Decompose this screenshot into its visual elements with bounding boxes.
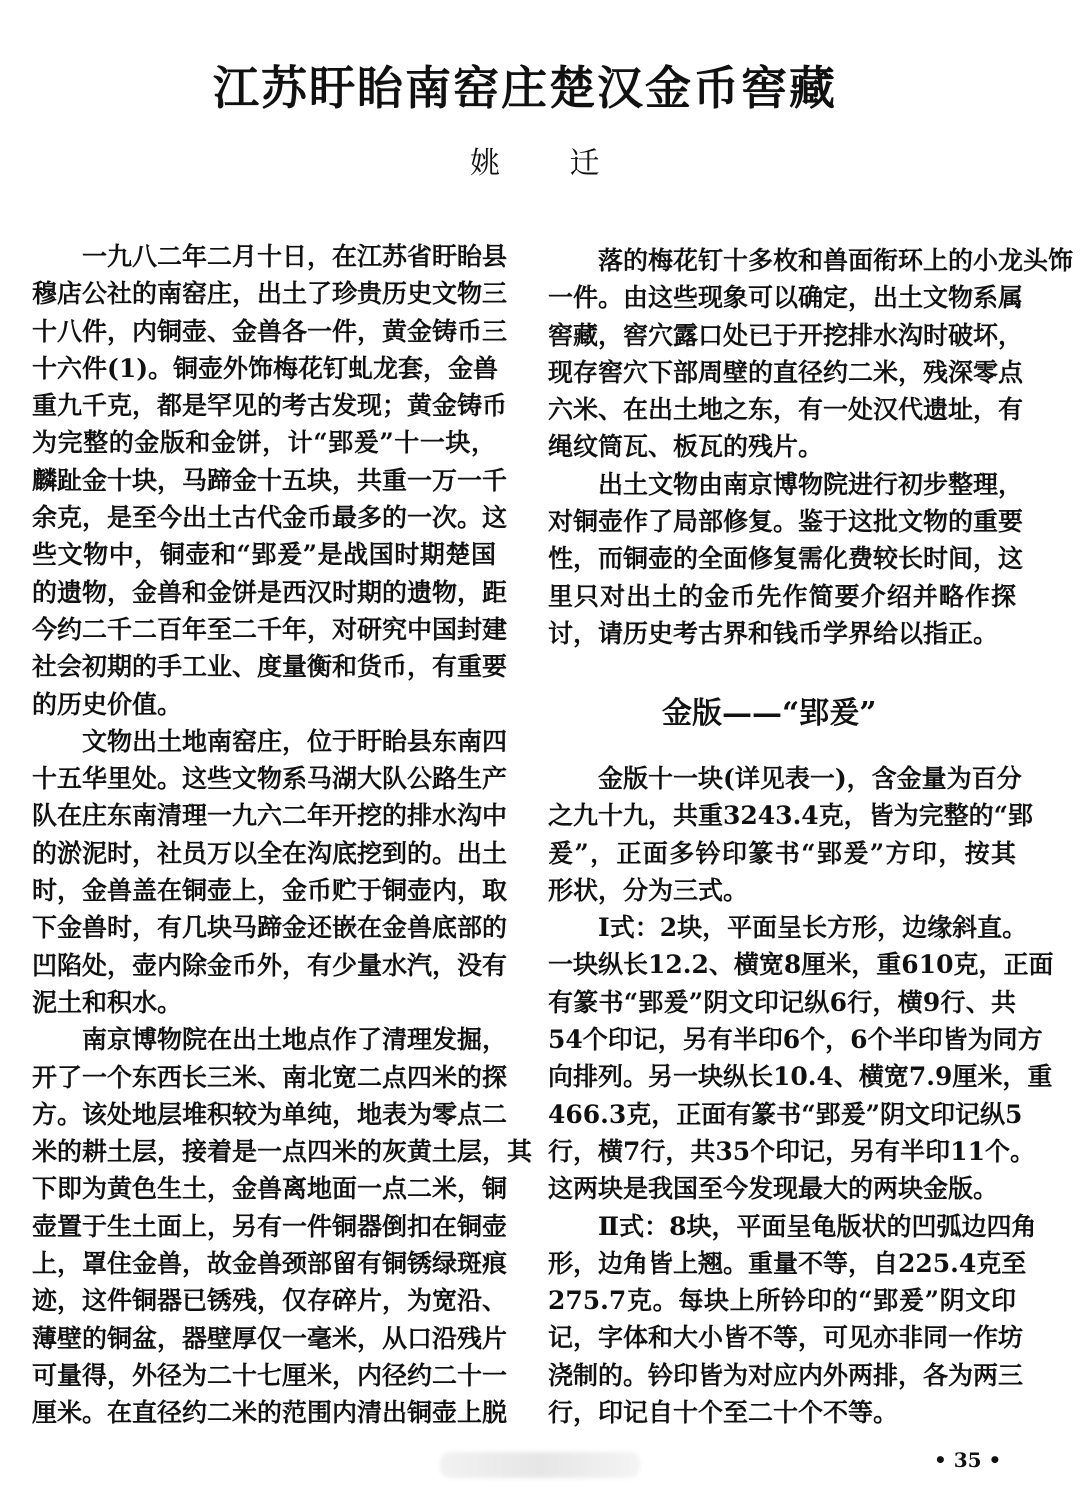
- text-line: 一九八二年二月十日，在江苏省盱眙县: [82, 242, 508, 271]
- text-line: 队在庄东南清理一九六二年开挖的排水沟中: [32, 801, 508, 831]
- paragraph: [548, 909, 1054, 1207]
- article-title: 江苏盱眙南窑庄楚汉金币窖藏: [213, 61, 837, 115]
- text-line: 穆店公社的南窑庄，出土了珍贵历史文物三: [32, 279, 508, 309]
- text-line: 下即为黄色生土，金兽离地面一点二米，铜: [32, 1174, 508, 1204]
- text-line: 这两块是我国至今发现最大的两块金版。: [548, 1174, 999, 1204]
- text-line: 里只对出土的金币先作简要介绍并略作探: [548, 581, 1016, 611]
- text-line: 对铜壶作了局部修复。鉴于这批文物的重要: [548, 507, 1024, 537]
- text-line: 窖藏，窖穴露口处已于开挖排水沟时破坏，: [548, 320, 1024, 350]
- page-number: • 35 •: [934, 1448, 1002, 1472]
- text-line: Ⅱ式：8块，平面呈龟版状的凹弧边四角: [598, 1211, 1037, 1241]
- section-heading: 金版——“郢爰”: [662, 696, 877, 731]
- paragraph: [32, 238, 508, 723]
- paragraph: [32, 1021, 533, 1431]
- text-line: 十八件，内铜壶、金兽各一件，黄金铸币三: [32, 316, 508, 346]
- text-line: 现存窖穴下部周壁的直径约二米，残深零点: [548, 357, 1024, 387]
- text-line: 为完整的金版和金饼，计“郢爰”十一块，: [32, 428, 496, 458]
- text-line: 壶置于生土面上，另有一件铜器倒扣在铜壶: [32, 1211, 508, 1241]
- text-line: 十五华里处。这些文物系马湖大队公路生产: [32, 764, 508, 794]
- text-line: 麟趾金十块，马蹄金十五块，共重一万一千: [32, 465, 508, 495]
- text-line: 落的梅花钉十多枚和兽面衔环上的小龙头饰: [598, 246, 1074, 275]
- text-line: 时，金兽盖在铜壶上，金币贮于铜壶内，取: [32, 876, 508, 906]
- text-line: 六米、在出土地之东，有一处汉代遗址，有: [548, 395, 1024, 425]
- text-line: 一件。由这些现象可以确定，出土文物系属: [548, 283, 1024, 313]
- text-line: 金版十一块(详见表一)，含金量为百分: [598, 764, 1022, 793]
- text-line: 54个印记，另有半印6个，6个半印皆为同方: [548, 1025, 1043, 1055]
- text-line: 的淤泥时，社员万以全在沟底挖到的。出土: [32, 838, 508, 868]
- watermark-smudge: [440, 1452, 640, 1478]
- text-line: 可量得，外径为二十七厘米，内径约二十一: [32, 1360, 508, 1390]
- paragraph: [548, 466, 1024, 652]
- text-line: 的遗物，金兽和金饼是西汉时期的遗物，距: [32, 577, 508, 607]
- text-line: 薄壁的铜盆，器壁厚仅一毫米，从口沿残片: [32, 1323, 508, 1353]
- text-line: 凹陷处，壶内除金币外，有少量水汽，没有: [32, 950, 508, 980]
- text-line: 形状，分为三式。: [548, 875, 749, 905]
- text-line: 出土文物由南京博物院进行初步整理，: [598, 469, 1024, 499]
- paragraph: [548, 760, 1034, 909]
- text-line: 米的耕土层，接着是一点四米的灰黄土层，其: [32, 1137, 533, 1167]
- text-line: 开了一个东西长三米、南北宽二点四米的探: [32, 1062, 508, 1092]
- text-line: 性，而铜壶的全面修复需化费较长时间，这: [548, 544, 1024, 574]
- text-line: 绳纹筒瓦、板瓦的残片。: [548, 432, 824, 462]
- text-line: 下金兽时，有几块马蹄金还嵌在金兽底部的: [32, 913, 508, 943]
- text-line: Ⅰ式：2块，平面呈长方形，边缘斜直。: [598, 913, 1028, 943]
- text-line: 些文物中，铜壶和“郢爰”是战国时期楚国: [32, 540, 496, 570]
- text-line: 南京博物院在出土地点作了清理发掘，: [82, 1025, 508, 1055]
- text-line: 一块纵长12.2、横宽8厘米，重610克，正面: [548, 950, 1054, 980]
- paragraph: [548, 1208, 1037, 1432]
- text-line: 十六件(1)。铜壶外饰梅花钉虬龙套，金兽: [32, 353, 499, 383]
- text-line: 文物出土地南窑庄，位于盱眙县东南四: [82, 726, 508, 756]
- text-line: 浇制的。钤印皆为对应内外两排，各为两三: [548, 1360, 1024, 1390]
- right-column-top: [548, 242, 1074, 652]
- text-line: 466.3克，正面有篆书“郢爰”阴文印记纵5: [548, 1099, 1023, 1129]
- text-line: 275.7克。每块上所钤印的“郢爰”阴文印: [548, 1286, 1016, 1316]
- text-line: 上，罩住金兽，故金兽颈部留有铜锈绿斑痕: [32, 1249, 508, 1279]
- text-line: 之九十九，共重3243.4克，皆为完整的“郢: [548, 801, 1034, 831]
- paragraph: [548, 242, 1074, 466]
- text-line: 向排列。另一块纵长10.4、横宽7.9厘米，重: [548, 1062, 1053, 1092]
- text-line: 记，字体和大小皆不等，可见亦非同一作坊: [548, 1323, 1024, 1353]
- text-line: 有篆书“郢爰”阴文印记纵6行，横9行、共: [548, 987, 1016, 1017]
- text-line: 重九千克，都是罕见的考古发现；黄金铸币: [32, 391, 508, 421]
- author-name-part: 迁: [569, 146, 600, 181]
- text-line: 方。该处地层堆积较为单纯，地表为零点二: [32, 1099, 508, 1129]
- text-line: 行，横7行，共35个印记，另有半印11个。: [548, 1136, 1035, 1166]
- text-line: 社会初期的手工业、度量衡和货币，有重要: [32, 652, 508, 682]
- right-column-bottom: [548, 760, 1054, 1431]
- text-line: 爰”，正面多钤印篆书“郢爰”方印，按其: [548, 838, 1016, 868]
- text-line: 行，印记自十个至二十个不等。: [548, 1398, 899, 1428]
- text-line: 的历史价值。: [32, 689, 183, 719]
- paragraph: [32, 723, 508, 1021]
- text-line: 形，边角皆上翘。重量不等，自225.4克至: [548, 1248, 1027, 1278]
- text-line: 迹，这件铜器已锈残，仅存碎片，为宽沿、: [32, 1286, 508, 1316]
- author-name-part: 姚: [470, 146, 500, 181]
- author: [470, 138, 600, 182]
- left-column: [32, 238, 533, 1432]
- text-line: 余克，是至今出土古代金币最多的一次。这: [32, 503, 508, 533]
- text-line: 厘米。在直径约二米的范围内清出铜壶上脱: [32, 1398, 508, 1428]
- text-line: 讨，请历史考古界和钱币学界给以指正。: [548, 618, 999, 648]
- text-line: 泥土和积水。: [32, 987, 183, 1017]
- text-line: 今约二千二百年至二千年，对研究中国封建: [32, 614, 508, 644]
